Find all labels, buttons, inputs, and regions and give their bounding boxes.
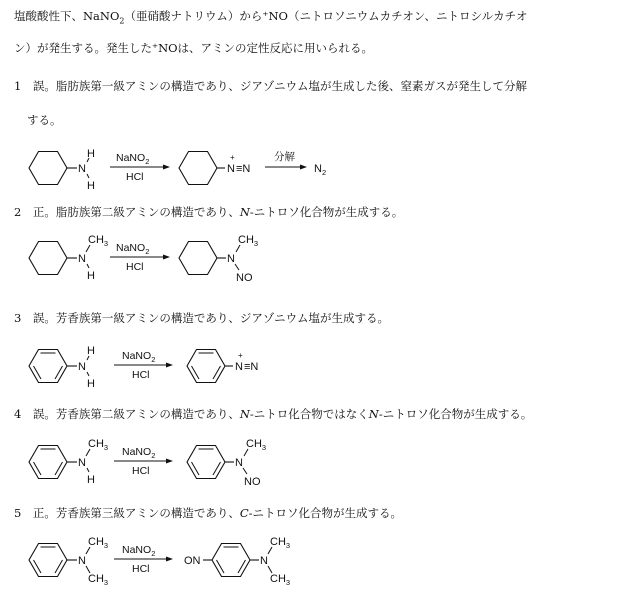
svg-text:CH3: $CH_3$ [88, 536, 109, 550]
nitroso-on: ON [184, 555, 201, 567]
svg-text:CH3: $CH_3$ [270, 536, 291, 550]
svg-text:+: + [230, 153, 235, 162]
benzene-ring [29, 350, 67, 383]
svg-text:N: N [78, 253, 86, 265]
svg-text:N: N [235, 361, 243, 373]
item-3-text: 3 誤。芳香族第一級アミンの構造であり、ジアゾニウム塩が生成する。 [14, 311, 389, 325]
svg-text:H: H [87, 270, 95, 282]
item-2-text: 2 正。脂肪族第二級アミンの構造であり、N-ニトロソ化合物が生成する。 [14, 205, 404, 219]
svg-text:HCl: HCl [126, 261, 144, 273]
atom-n-plus: N [227, 163, 235, 175]
reaction-2 [0, 228, 635, 286]
atom-h-top: H [87, 148, 95, 160]
reaction-3 [0, 336, 635, 394]
svg-text:CH3: $CH_3$ [88, 438, 109, 452]
item-1-text: 1 誤。脂肪族第一級アミンの構造であり、ジアゾニウム塩が生成した後、窒素ガスが発生して分解 [14, 79, 527, 93]
svg-text:N: N [235, 457, 243, 469]
svg-text:H: H [87, 378, 95, 390]
reaction-1 [0, 140, 635, 196]
svg-text:HCl: HCl [132, 369, 150, 381]
label-decompose: 分解 [274, 151, 295, 163]
svg-text:CH3: $CH_3$ [246, 438, 267, 452]
svg-text:NaNO2: NaNO$_2$ [122, 350, 156, 364]
svg-text:NaNO2: NaNO$_2$ [122, 544, 156, 558]
cyclohexane-ring [179, 152, 217, 185]
svg-text:N: N [78, 457, 86, 469]
reaction-4 [0, 430, 635, 492]
intro-line-2: ン）が発生する。発生した⁺NOは、アミンの定性反応に用いられる。 [14, 41, 374, 55]
svg-text:H: H [87, 474, 95, 486]
nitroso-group: NO [236, 272, 253, 284]
svg-text:N: N [78, 361, 86, 373]
intro-line-1: 塩酸酸性下、NaNO$_2$（亜硝酸ナトリウム）から⁺NO（ニトロソニウムカチオン、ニトロシルカチオ [14, 9, 528, 26]
svg-text:CH3: $CH_3$ [270, 573, 291, 587]
svg-text:N: N [260, 555, 268, 567]
svg-text:CH3: $CH_3$ [238, 234, 259, 248]
svg-text:H: H [87, 345, 95, 357]
reaction-5 [0, 530, 635, 592]
item-1-text-cont: する。 [27, 113, 62, 127]
product-n2: $N_2$ [314, 163, 327, 177]
reagent-hcl: HCl [126, 171, 144, 183]
svg-text:NaNO2: NaNO$_2$ [122, 446, 156, 460]
methyl: $CH_3$ [88, 234, 109, 248]
svg-text:N: N [78, 555, 86, 567]
atom-triple-n: ≡N [236, 163, 251, 175]
svg-text:NaNO2: NaNO$_2$ [116, 242, 150, 256]
cyclohexane-ring [29, 152, 67, 185]
atom-h-bottom: H [87, 180, 95, 192]
svg-text:≡N: ≡N [244, 361, 259, 373]
svg-text:+: + [238, 351, 243, 360]
svg-text:HCl: HCl [132, 465, 150, 477]
item-4-text: 4 誤。芳香族第二級アミンの構造であり、N-ニトロ化合物ではなくN-ニトロソ化合物が生成する。 [14, 407, 533, 421]
atom-n: N [78, 163, 86, 175]
item-5-text: 5 正。芳香族第三級アミンの構造であり、C-ニトロソ化合物が生成する。 [14, 506, 403, 520]
svg-text:NO: NO [244, 476, 261, 488]
svg-text:HCl: HCl [132, 563, 150, 575]
svg-text:CH3: $CH_3$ [88, 573, 109, 587]
svg-text:N: N [227, 253, 235, 265]
reagent-nano2: NaNO$_2$ [116, 152, 150, 166]
